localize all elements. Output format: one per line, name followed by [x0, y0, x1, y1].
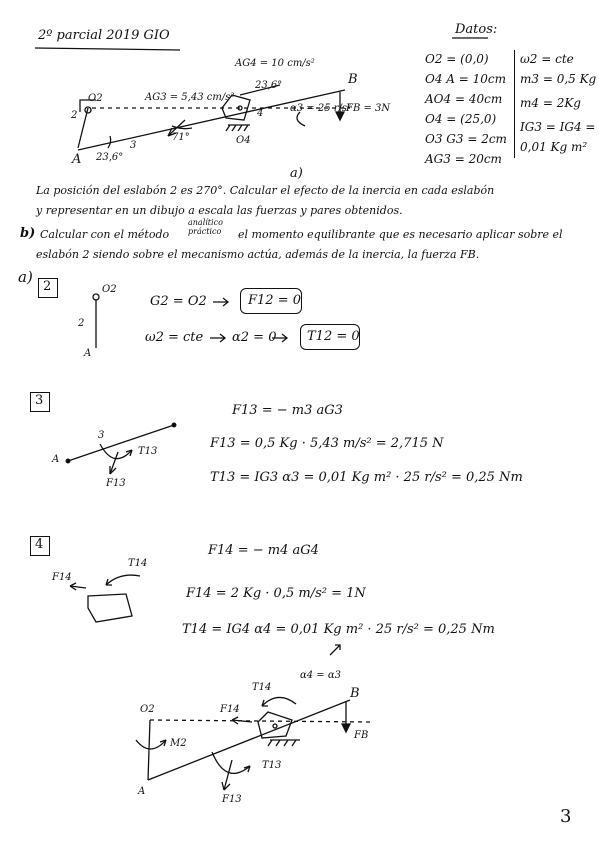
fig2-o2: O2 — [140, 704, 155, 715]
sec2-eq-1: G2 = O2 — [150, 294, 207, 309]
fig1-label-2: 2 — [71, 110, 78, 121]
sec3-f13: F13 — [106, 478, 126, 489]
fig1-label-a: A — [72, 152, 82, 167]
data-o3g3: O3 G3 = 2cm — [425, 132, 507, 146]
data-m3: m3 = 0,5 Kg — [520, 72, 597, 86]
part-a-label: a) — [18, 268, 33, 286]
sec2-result-2: T12 = 0 — [307, 329, 360, 344]
fig2-fb: FB — [354, 730, 369, 741]
fig1-link-2 — [78, 108, 88, 148]
problem-b-insert: analítico práctico — [188, 218, 223, 236]
fig1-caption: a) — [290, 166, 303, 181]
fig2-f13: F13 — [222, 794, 242, 805]
fig2-m2: M2 — [170, 738, 187, 749]
section-2-number: 2 — [43, 279, 52, 294]
fig2-t14: T14 — [252, 682, 272, 693]
sec3-link — [68, 425, 174, 461]
sec3-eq-1: F13 = − m3 aG3 — [232, 403, 343, 418]
sec4-t14-arc — [106, 575, 140, 585]
fig1-ag4-angle: 23,6° — [255, 80, 283, 91]
fig2-f14: F14 — [220, 704, 240, 715]
problem-line-2: y representar en un dibujo a escala las fuerzas y pares obtenidos. — [36, 204, 403, 217]
problem-line-1: La posición del eslabón 2 es 270°. Calcular el efecto de la inercia en cada eslabón — [36, 184, 495, 197]
sec4-eq-3: T14 = IG4 α4 = 0,01 Kg m² · 25 r/s² = 0,25 Nm — [182, 622, 495, 637]
data-divider — [514, 50, 515, 158]
data-w2: ω2 = cte — [520, 52, 574, 66]
fig1-label-3: 3 — [130, 140, 137, 151]
sec3-t13: T13 — [138, 446, 158, 457]
fig1-ag3-label: AG3 = 5,43 cm/s² — [145, 92, 235, 103]
data-m4: m4 = 2Kg — [520, 96, 581, 110]
section-4-number: 4 — [35, 537, 44, 552]
fig1-angle-arc-a — [108, 136, 111, 148]
data-o2: O2 = (0,0) — [425, 52, 489, 66]
sec4-t14: T14 — [128, 558, 148, 569]
sec2-eq-2: ω2 = cte — [145, 330, 204, 345]
sec4-eq-2: F14 = 2 Kg · 0,5 m/s² = 1N — [186, 586, 366, 601]
sec2-eq-2b: α2 = 0 — [232, 330, 277, 345]
problem-b-mark: b) — [20, 226, 36, 241]
sec4-eq-1: F14 = − m4 aG4 — [208, 543, 319, 558]
sec3-eq-3: T13 = IG3 α3 = 0,01 Kg m² · 25 r/s² = 0,25 Nm — [210, 470, 523, 485]
data-ao4: AO4 = 40cm — [425, 92, 503, 106]
sec3-a: A — [52, 454, 60, 465]
sec3-bar-label: 3 — [98, 430, 105, 441]
fig1-ag4-label: AG4 = 10 cm/s² — [235, 58, 315, 69]
fig2-t14-arc — [262, 697, 296, 706]
sec2-bar-label: 2 — [78, 318, 85, 329]
problem-b-line-2: eslabón 2 siendo sobre el mecanismo actúa, además de la inercia, la fuerza FB. — [36, 248, 480, 261]
fig1-label-o4: O4 — [236, 135, 251, 146]
fig1-label-o2: O2 — [88, 93, 103, 104]
sec4-f14: F14 — [52, 572, 72, 583]
fig2-t13: T13 — [262, 760, 282, 771]
data-ig-value: 0,01 Kg m² — [520, 140, 588, 154]
section-3-number: 3 — [35, 393, 44, 408]
data-ig: IG3 = IG4 = — [520, 120, 596, 134]
fig1-fb: FB = 3N — [346, 103, 391, 114]
sec4-alpha: α4 = α3 — [300, 670, 341, 681]
data-o4a: O4 A = 10cm — [425, 72, 507, 86]
sec3-eq-2: F13 = 0,5 Kg · 5,43 m/s² = 2,715 N — [210, 436, 444, 451]
data-o4: O4 = (25,0) — [425, 112, 497, 126]
fig1-alpha3: α3 = 25 r/s² — [290, 103, 352, 114]
sec2-a: A — [84, 348, 92, 359]
title-underline — [35, 48, 180, 50]
fig1-o4-ground — [226, 125, 250, 131]
fig2-b: B — [350, 686, 360, 701]
fig1-label-b: B — [348, 72, 358, 87]
page-number: 3 — [560, 806, 572, 827]
sec2-o2-pivot — [93, 294, 99, 300]
fig2-a: A — [138, 786, 146, 797]
fig1-angle-a: 23,6° — [96, 152, 124, 163]
fig1-angle-71: 71° — [172, 132, 190, 143]
sec4-block — [88, 594, 132, 622]
page-title: 2º parcial 2019 GIO — [38, 28, 170, 43]
fig2-link-2 — [148, 720, 150, 780]
sec2-o2: O2 — [102, 284, 117, 295]
problem-b-line-1a: Calcular con el método — [40, 228, 170, 241]
problem-b-line-1b: el momento equilibrante que es necesario aplicar sobre el — [238, 228, 563, 241]
sec2-result-1: F12 = 0 — [248, 293, 301, 308]
data-heading: Datos: — [455, 22, 498, 37]
fig1-label-4: 4 — [257, 108, 264, 119]
fig1-alpha3-arc — [297, 112, 305, 126]
data-ag3: AG3 = 20cm — [425, 152, 502, 166]
